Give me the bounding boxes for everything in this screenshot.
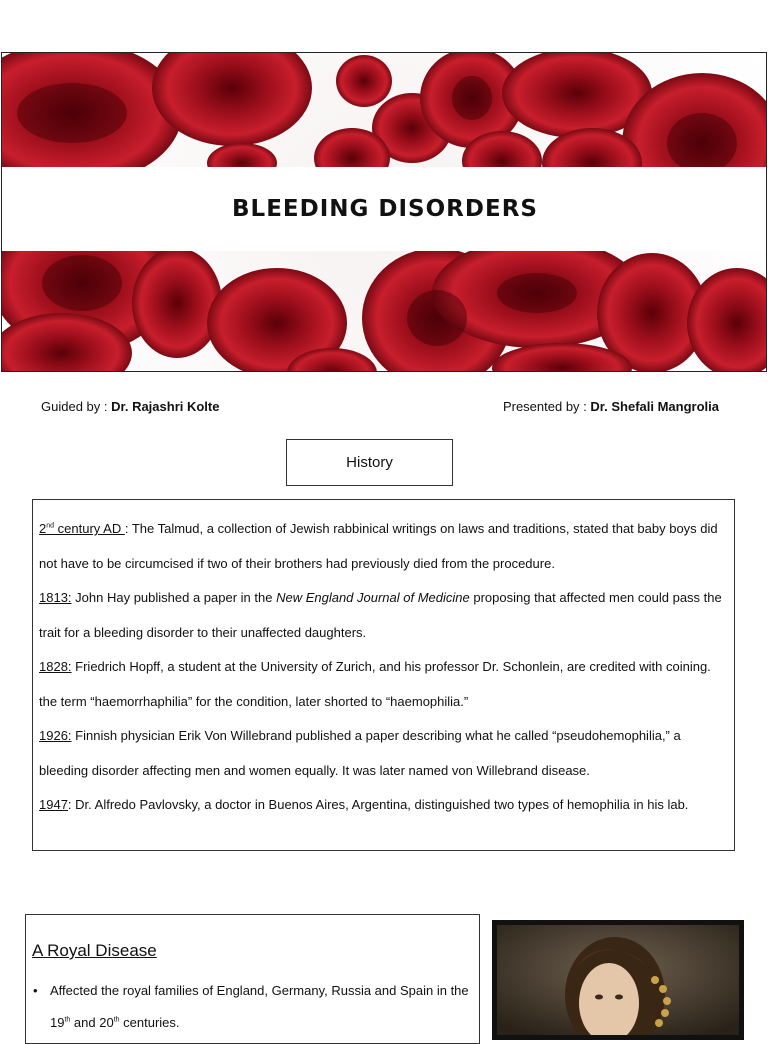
history-heading-box (286, 439, 453, 486)
entry-text: : The Talmud, a collection of Jewish rabbinical writings on laws and traditions, stated that baby boys did not have to be circumcised if two of their brothers had previously died from the procedure. (39, 521, 718, 571)
timeline-entry (39, 719, 728, 788)
cell-center (17, 83, 127, 143)
timeline-entry (39, 512, 728, 581)
blood-cell (336, 55, 392, 107)
cell-center (42, 255, 122, 311)
entry-date: 1828: (39, 659, 72, 674)
portrait-eye (615, 995, 623, 1000)
cell-center (452, 76, 492, 120)
cell-center (497, 273, 577, 313)
entry-date: 2nd century AD (39, 521, 125, 536)
timeline-entry (39, 581, 728, 650)
journal-title: New England Journal of Medicine (276, 590, 470, 605)
royal-bullet-list (32, 975, 473, 1039)
portrait-frame (492, 920, 744, 1040)
entry-date: 1947 (39, 797, 68, 812)
history-timeline (32, 499, 735, 851)
royal-disease-heading: A Royal Disease (32, 941, 157, 960)
presented-by (503, 399, 719, 414)
entry-text: Finnish physician Erik Von Willebrand published a paper describing what he called “pseudohemophilia,” a bleeding disorder affecting men and women equally. It was later named von Willebrand disease. (39, 728, 681, 778)
portrait-eye (595, 995, 603, 1000)
entry-date: 1813: (39, 590, 72, 605)
timeline-entry (39, 788, 728, 823)
page-title: BLEEDING DISORDERS (232, 196, 538, 222)
entry-text: : Dr. Alfredo Pavlovsky, a doctor in Buenos Aires, Argentina, distinguished two types of hemophilia in his lab. (67, 797, 689, 812)
cell-center (667, 113, 737, 173)
entry-text: Friedrich Hopff, a student at the University of Zurich, and his professor Dr. Schonlein, are credited with coining. the term “haemorrhaphilia” for the condition, later shorted to “haemophilia.” (39, 659, 711, 709)
cell-center (407, 290, 467, 346)
title-band (2, 167, 767, 251)
blood-cell (132, 248, 222, 358)
guided-by-label: Guided by : (41, 399, 112, 414)
timeline-entry (39, 650, 728, 719)
entry-text: John Hay published a paper in the (71, 590, 277, 605)
entry-date: 1926: (39, 728, 72, 743)
guide-name: Dr. Rajashri Kolte (111, 399, 220, 414)
presented-by-label: Presented by : (502, 399, 591, 414)
history-heading: History (346, 454, 393, 471)
presenter-name: Dr. Shefali Mangrolia (590, 399, 719, 414)
queen-portrait-image (497, 925, 739, 1035)
entry-text: proposing that affected men could pass the trait for a bleeding disorder to their unaffected daughters. (39, 590, 722, 640)
list-item: • Affected the royal families of England, Germany, Russia and Spain in the 19th and 20th centuries. (50, 975, 473, 1039)
guided-by (41, 399, 219, 414)
royal-disease-box (25, 914, 480, 1044)
title-banner (1, 52, 767, 372)
